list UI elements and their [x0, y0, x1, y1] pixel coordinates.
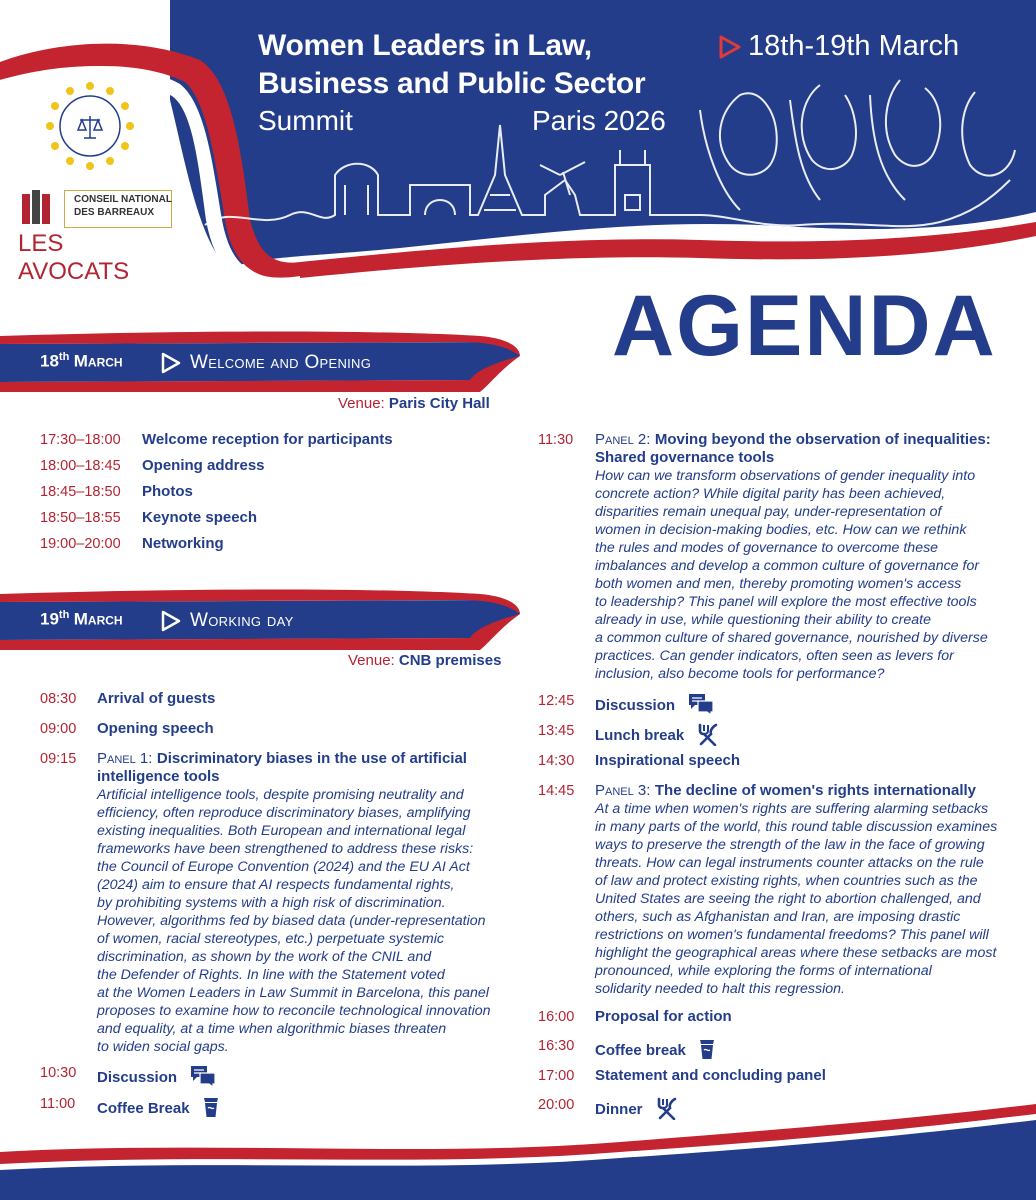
day2-item-time: 17:00 [538, 1068, 575, 1084]
description-line: practices. Can gender indicators, often seen as levers for [595, 648, 954, 664]
day2-item-time: 11:00 [40, 1096, 76, 1112]
day2-item-label [97, 1095, 220, 1123]
description-line: concrete action? While digital parity has been achieved, [595, 486, 946, 502]
venue-label: Venue: [338, 395, 385, 412]
panel1 [97, 750, 517, 1056]
panel3-description [595, 800, 1015, 998]
coffee-icon [698, 1037, 716, 1065]
venue-label: Venue: [348, 652, 395, 669]
day2-item-time: 08:30 [40, 691, 77, 707]
description-line: pronounced, while exploring the forms of international [595, 963, 932, 979]
day1-date-sup: th [58, 351, 70, 363]
description-line: United States are seeing the right to abortion challenged, and [595, 891, 981, 907]
description-line: frameworks have been strengthened to address these risks: [97, 841, 474, 857]
day2-item-time: 13:45 [538, 723, 575, 739]
description-line: both women and men, thereby promoting women's access [595, 576, 962, 592]
cnb-name-line2: DES BARREAUX [74, 207, 155, 218]
day2-date [40, 609, 123, 629]
cutlery-icon [655, 1096, 679, 1124]
day1-item-time: 19:00–20:00 [40, 536, 121, 552]
summit-title-line1: Women Leaders in Law, [258, 29, 592, 62]
description-line: discrimination, as shown by the work of the CNIL and [97, 949, 432, 965]
description-line: highlight the geographical areas where these setbacks are most [595, 945, 997, 961]
day2-item-time: 09:00 [40, 721, 77, 737]
day1-item-time: 17:30–18:00 [40, 432, 121, 448]
description-line: efficiency, often reproduce discriminatory biases, amplifying [97, 805, 471, 821]
day1-title: Welcome and Opening [190, 352, 372, 373]
description-line: existing inequalities. Both European and international legal [97, 823, 466, 839]
description-line: to leadership? This panel will explore the most effective tools [595, 594, 977, 610]
day1-venue [338, 395, 490, 412]
day1-item-time: 18:00–18:45 [40, 458, 121, 474]
day2-date-month: March [73, 609, 123, 629]
description-line: others, such as Afghanistan and Iran, are imposing drastic [595, 909, 961, 925]
day2-item-time: 16:00 [538, 1009, 575, 1025]
description-line: ways to preserve the strength of the law in the face of growing [595, 837, 985, 853]
description-line: disparities remain unequal pay, under-representation of [595, 504, 942, 520]
summit-title-line2: Business and Public Sector [258, 67, 646, 100]
description-line: solidarity needed to halt this regression. [595, 981, 845, 997]
day2-title: Working day [190, 610, 294, 631]
description-line: already in use, while questioning their ability to create [595, 612, 931, 628]
day2-item-label [595, 722, 720, 750]
item-label-text: Lunch break [595, 726, 685, 744]
venue-name: Paris City Hall [388, 395, 490, 412]
day2-item-label: Proposal for action [595, 1008, 732, 1025]
day2-item-label: Arrival of guests [97, 690, 216, 707]
description-line: to widen social gaps. [97, 1039, 229, 1055]
day1-item-label: Opening address [142, 457, 265, 474]
day1-item-label: Keynote speech [142, 509, 258, 526]
cnb-logo [16, 186, 176, 285]
item-label-text: Dinner [595, 1100, 643, 1118]
cnb-brand: LES AVOCATS [18, 230, 130, 285]
panel3 [595, 782, 1015, 998]
discussion-icon [687, 692, 715, 720]
description-line: restrictions on women's fundamental freedoms? This panel will [595, 927, 989, 943]
day1-item-label: Networking [142, 535, 224, 552]
description-line: a common culture of shared governance, nourished by diverse [595, 630, 988, 646]
panel3-title-line1: The decline of women's rights internationally [654, 782, 976, 799]
panel1-title-line2: intelligence tools [97, 768, 220, 785]
day1-date [40, 351, 123, 371]
day1-item-time: 18:50–18:55 [40, 510, 121, 526]
play-arrow-icon [160, 352, 182, 379]
description-line: the Council of Europe Convention (2024) and the EU AI Act [97, 859, 470, 875]
day2-item-label [97, 1064, 217, 1092]
day2-item-time: 20:00 [538, 1097, 575, 1113]
day2-item-label: Statement and concluding panel [595, 1067, 826, 1084]
day2-item-label: Opening speech [97, 720, 214, 737]
description-line: (2024) aim to ensure that AI respects fundamental rights, [97, 877, 455, 893]
panel2 [595, 431, 1015, 683]
panel2-title-line2: Shared governance tools [595, 449, 775, 466]
description-line: inclusion, also become tools for performance? [595, 666, 885, 682]
panel1-prefix: Panel 1: [97, 750, 153, 767]
item-label-text: Coffee break [595, 1041, 686, 1059]
play-arrow-icon [718, 34, 742, 65]
fbe-logo [44, 80, 136, 172]
description-line: by prohibiting systems with a high risk of discrimination. [97, 895, 446, 911]
agenda-heading: AGENDA [612, 278, 997, 374]
description-line: at the Women Leaders in Law Summit in Barcelona, this panel [97, 985, 489, 1001]
day2-item-label [595, 692, 715, 720]
day1-date-month: March [73, 351, 123, 371]
description-line: Artificial intelligence tools, despite promising neutrality and [97, 787, 464, 803]
panel3-time: 14:45 [538, 783, 575, 799]
day2-item-time: 16:30 [538, 1038, 575, 1054]
day2-item-time: 10:30 [40, 1065, 77, 1081]
description-line: women in decision-making bodies, etc. How can we rethink [595, 522, 967, 538]
day1-item-time: 18:45–18:50 [40, 484, 121, 500]
panel1-title-line1: Discriminatory biases in the use of artificial [156, 750, 467, 767]
panel2-prefix: Panel 2: [595, 431, 651, 448]
venue-name: CNB premises [398, 652, 502, 669]
description-line: of law and protect existing rights, when countries such as the [595, 873, 978, 889]
panel1-description [97, 786, 517, 1056]
day1-item-label: Photos [142, 483, 193, 500]
day1-date-num: 18 [40, 351, 59, 371]
panel2-title-line1: Moving beyond the observation of inequalities: [654, 431, 991, 448]
description-line: At a time when women's rights are suffering alarming setbacks [595, 801, 989, 817]
cnb-name-line1: CONSEIL NATIONAL [74, 194, 172, 205]
play-arrow-icon [160, 610, 182, 637]
panel1-time: 09:15 [40, 751, 77, 767]
description-line: How can we transform observations of gender inequality into [595, 468, 976, 484]
item-label-text: Discussion [595, 696, 676, 714]
summit-location: Paris 2026 [532, 105, 666, 136]
description-line: However, algorithms fed by biased data (under-representation [97, 913, 486, 929]
description-line: imbalances and develop a common culture of governance for [595, 558, 980, 574]
day2-item-label: Inspirational speech [595, 752, 741, 769]
description-line: proposes to examine how to reconcile technological innovation [97, 1003, 491, 1019]
description-line: the rules and modes of governance to overcome these [595, 540, 939, 556]
summit-subtitle: Summit [258, 105, 353, 136]
panel3-prefix: Panel 3: [595, 782, 651, 799]
panel2-description [595, 467, 1015, 683]
day2-item-label [595, 1096, 679, 1124]
discussion-icon [189, 1064, 217, 1092]
day2-item-time: 12:45 [538, 693, 575, 709]
cutlery-icon [696, 722, 720, 750]
item-label-text: Discussion [97, 1068, 178, 1086]
coffee-icon [202, 1095, 220, 1123]
description-line: the Defender of Rights. In line with the Statement voted [97, 967, 445, 983]
day2-date-num: 19 [40, 609, 59, 629]
description-line: and equality, at a time when algorithmic biases threaten [97, 1021, 447, 1037]
panel2-time: 11:30 [538, 432, 574, 448]
day2-venue [348, 652, 501, 669]
day1-item-label: Welcome reception for participants [142, 431, 393, 448]
item-label-text: Coffee Break [97, 1099, 190, 1117]
day2-date-sup: th [58, 609, 70, 621]
summit-dates: 18th-19th March [748, 30, 960, 62]
description-line: of women, racial stereotypes, etc.) perpetuate systemic [97, 931, 444, 947]
description-line: in many parts of the world, this round table discussion examines [595, 819, 998, 835]
description-line: threats. How can legal instruments counter attacks on the rule [595, 855, 984, 871]
day2-item-time: 14:30 [538, 753, 575, 769]
day2-item-label [595, 1037, 716, 1065]
